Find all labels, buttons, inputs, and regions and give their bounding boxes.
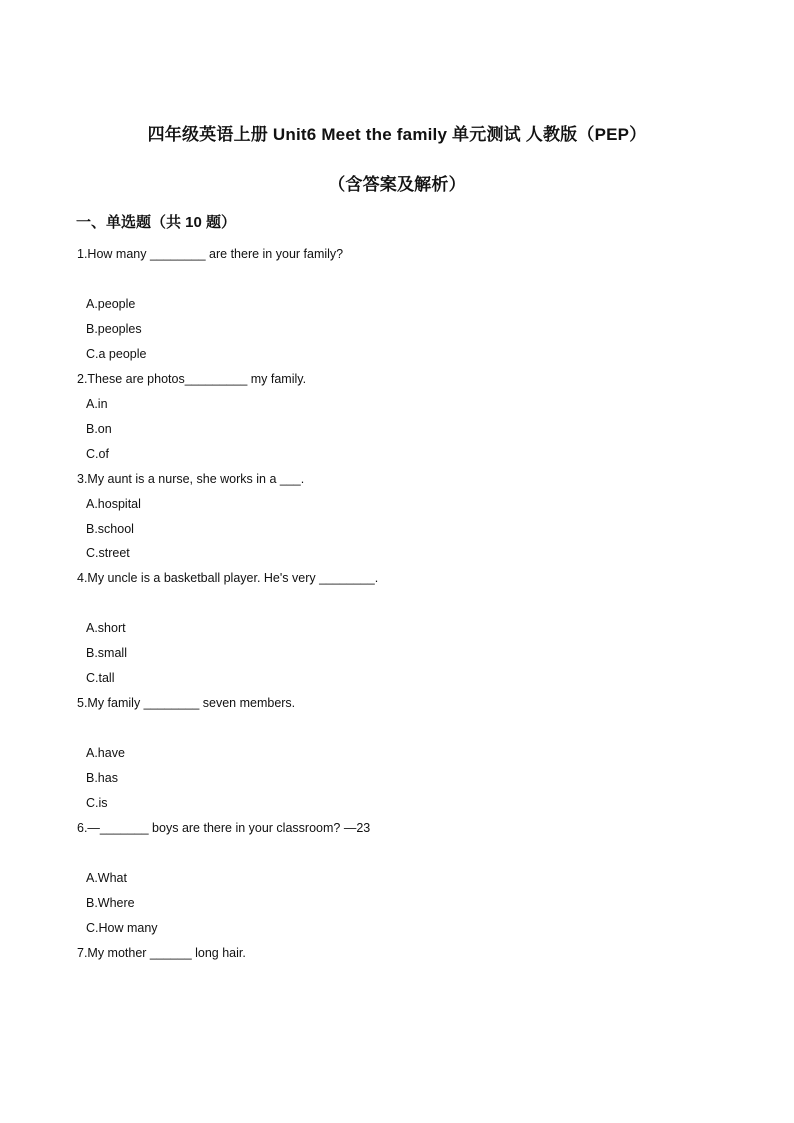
question-3-option-c: C.street	[86, 546, 130, 560]
question-5-option-a: A.have	[86, 746, 125, 760]
question-5: 5.My family ________ seven members.	[77, 696, 296, 710]
question-6: 6.—_______ boys are there in your classroom? —23	[77, 821, 371, 835]
question-1-option-b: B.peoples	[86, 322, 142, 336]
question-5-option-c: C.is	[86, 796, 108, 810]
question-5-option-b: B.has	[86, 771, 118, 785]
question-4-option-a: A.short	[86, 621, 126, 635]
question-6-option-c: C.How many	[86, 921, 158, 935]
question-2-option-a: A.in	[86, 397, 108, 411]
question-2: 2.These are photos_________ my family.	[77, 372, 307, 386]
question-1-option-c: C.a people	[86, 347, 147, 361]
question-3: 3.My aunt is a nurse, she works in a ___.	[77, 472, 305, 486]
question-2-option-b: B.on	[86, 422, 112, 436]
question-4-option-c: C.tall	[86, 671, 115, 685]
question-1: 1.How many ________ are there in your family?	[77, 247, 344, 261]
question-6-option-a: A.What	[86, 871, 127, 885]
question-4-option-b: B.small	[86, 646, 127, 660]
question-3-option-a: A.hospital	[86, 497, 141, 511]
question-3-option-b: B.school	[86, 522, 134, 536]
question-6-option-b: B.Where	[86, 896, 135, 910]
section-heading: 一、单选题（共 10 题）	[76, 214, 237, 231]
question-2-option-c: C.of	[86, 447, 109, 461]
question-4: 4.My uncle is a basketball player. He's very ________.	[77, 571, 379, 585]
question-7: 7.My mother ______ long hair.	[77, 946, 246, 960]
question-1-option-a: A.people	[86, 297, 136, 311]
document-subtitle: （含答案及解析）	[328, 175, 466, 194]
document-title: 四年级英语上册 Unit6 Meet the family 单元测试 人教版（PEP）	[147, 125, 647, 144]
